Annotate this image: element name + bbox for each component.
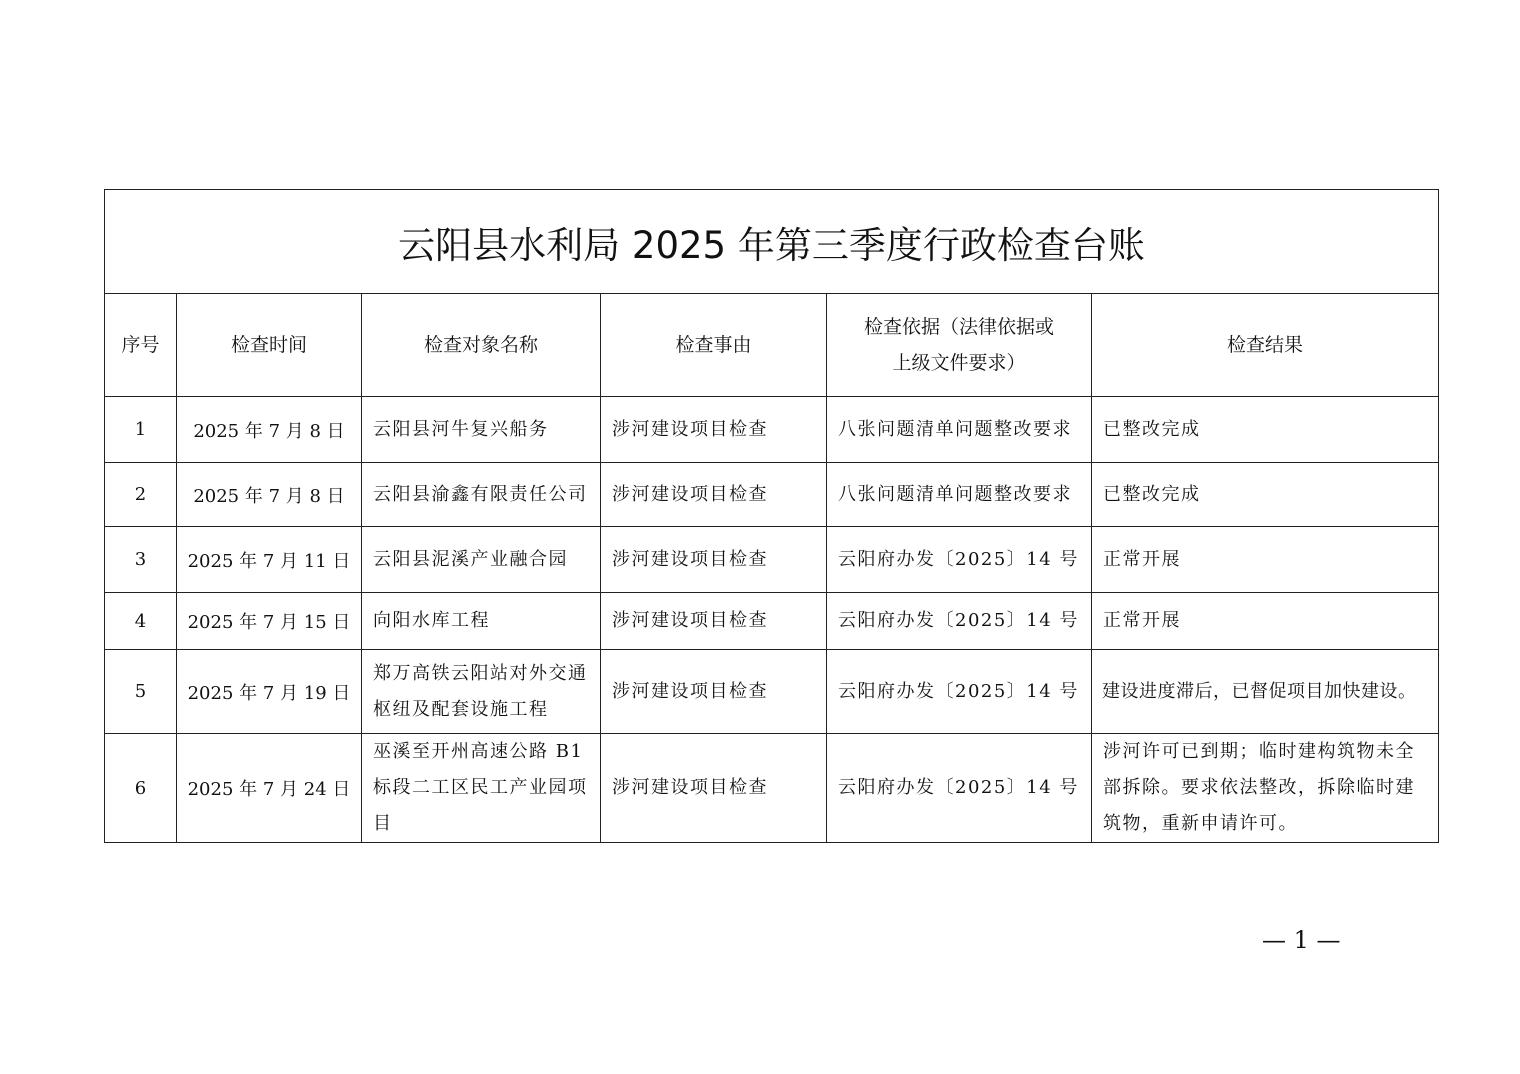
cell-date: 2025 年 7 月 8 日 bbox=[177, 397, 362, 463]
header-reason: 检查事由 bbox=[601, 294, 827, 397]
cell-target: 郑万高铁云阳站对外交通枢纽及配套设施工程 bbox=[362, 650, 601, 734]
header-basis bbox=[827, 294, 1092, 397]
header-basis-line2: 上级文件要求） bbox=[892, 352, 1026, 374]
cell-no: 6 bbox=[105, 734, 177, 843]
table-row bbox=[105, 527, 1439, 593]
cell-target: 云阳县河牛复兴船务 bbox=[362, 397, 601, 463]
header-date: 检查时间 bbox=[177, 294, 362, 397]
cell-no: 4 bbox=[105, 593, 177, 650]
cell-target: 巫溪至开州高速公路 B1 标段二工区民工产业园项目 bbox=[362, 734, 601, 843]
cell-basis: 云阳府办发〔2025〕14 号 bbox=[827, 734, 1092, 843]
cell-date: 2025 年 7 月 11 日 bbox=[177, 527, 362, 593]
cell-no: 2 bbox=[105, 463, 177, 527]
cell-date: 2025 年 7 月 15 日 bbox=[177, 593, 362, 650]
cell-no: 1 bbox=[105, 397, 177, 463]
table-row bbox=[105, 650, 1439, 734]
cell-basis: 云阳府办发〔2025〕14 号 bbox=[827, 650, 1092, 734]
cell-result: 已整改完成 bbox=[1092, 463, 1439, 527]
cell-result: 正常开展 bbox=[1092, 527, 1439, 593]
header-no: 序号 bbox=[105, 294, 177, 397]
cell-basis: 云阳府办发〔2025〕14 号 bbox=[827, 593, 1092, 650]
cell-basis: 八张问题清单问题整改要求 bbox=[827, 397, 1092, 463]
page-number: — 1 — bbox=[1262, 926, 1341, 954]
cell-reason: 涉河建设项目检查 bbox=[601, 593, 827, 650]
header-basis-line1: 检查依据（法律依据或 bbox=[863, 316, 1054, 338]
header-row bbox=[105, 294, 1439, 397]
title-row bbox=[105, 190, 1439, 294]
header-target: 检查对象名称 bbox=[362, 294, 601, 397]
header-result: 检查结果 bbox=[1092, 294, 1439, 397]
cell-reason: 涉河建设项目检查 bbox=[601, 734, 827, 843]
cell-target: 云阳县渝鑫有限责任公司 bbox=[362, 463, 601, 527]
cell-result: 已整改完成 bbox=[1092, 397, 1439, 463]
inspection-ledger-table bbox=[104, 189, 1439, 843]
document-title: 云阳县水利局 2025 年第三季度行政检查台账 bbox=[105, 190, 1439, 294]
cell-basis: 八张问题清单问题整改要求 bbox=[827, 463, 1092, 527]
cell-target: 云阳县泥溪产业融合园 bbox=[362, 527, 601, 593]
table-row bbox=[105, 734, 1439, 843]
cell-reason: 涉河建设项目检查 bbox=[601, 397, 827, 463]
cell-no: 5 bbox=[105, 650, 177, 734]
cell-no: 3 bbox=[105, 527, 177, 593]
cell-reason: 涉河建设项目检查 bbox=[601, 463, 827, 527]
cell-result: 建设进度滞后，已督促项目加快建设。 bbox=[1092, 650, 1439, 734]
table-row bbox=[105, 593, 1439, 650]
cell-date: 2025 年 7 月 19 日 bbox=[177, 650, 362, 734]
cell-reason: 涉河建设项目检查 bbox=[601, 527, 827, 593]
table-row bbox=[105, 463, 1439, 527]
cell-date: 2025 年 7 月 8 日 bbox=[177, 463, 362, 527]
cell-target: 向阳水库工程 bbox=[362, 593, 601, 650]
cell-date: 2025 年 7 月 24 日 bbox=[177, 734, 362, 843]
cell-result: 正常开展 bbox=[1092, 593, 1439, 650]
cell-basis: 云阳府办发〔2025〕14 号 bbox=[827, 527, 1092, 593]
table-row bbox=[105, 397, 1439, 463]
cell-reason: 涉河建设项目检查 bbox=[601, 650, 827, 734]
cell-result: 涉河许可已到期；临时建构筑物未全部拆除。要求依法整改，拆除临时建筑物，重新申请许可。 bbox=[1092, 734, 1439, 843]
